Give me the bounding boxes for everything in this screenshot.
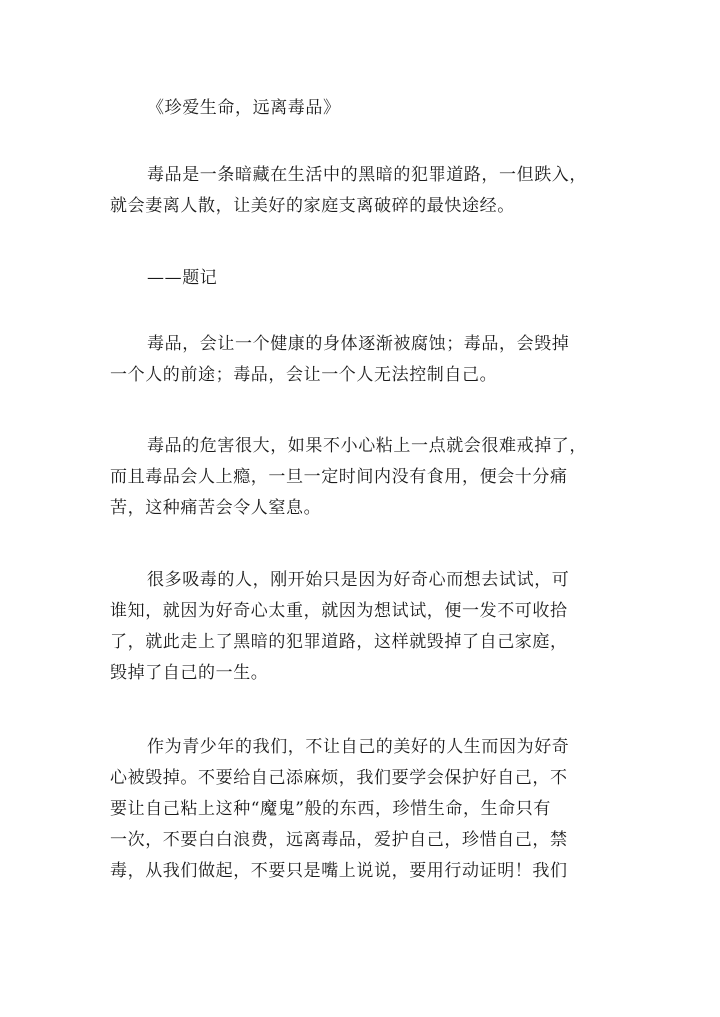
paragraph-intro [110,160,615,222]
paragraph-line: 一次，不要白白浪费，远离毒品，爱护自己，珍惜自己，禁 [110,830,568,850]
paragraph-line: 毒，从我们做起，不要只是嘴上说说，要用行动证明！我们 [110,861,568,881]
paragraph-line: 很多吸毒的人，刚开始只是因为好奇心而想去试试，可 [147,570,570,590]
paragraph-line: 了，就此走上了黑暗的犯罪道路，这样就毁掉了自己家庭， [110,632,568,652]
paragraph-line: 谁知，就因为好奇心太重，就因为想试试，便一发不可收拾 [110,601,568,621]
document-title: 《珍爱生命，远离毒品》 [147,98,341,118]
paragraph-line: 而且毒品会人上瘾，一旦一定时间内没有食用，便会十分痛 [110,467,568,487]
paragraph-harm-overview [110,329,615,391]
paragraph-curiosity [110,565,615,689]
paragraph-line: 就会妻离人散，让美好的家庭支离破碎的最快途经。 [110,196,515,216]
paragraph-line: 心被毁掉。不要给自己添麻烦，我们要学会保护好自己，不 [110,768,568,788]
document-title-block [110,93,615,124]
epigraph-signature: ——题记 [147,268,218,288]
paragraph-line: 毒品是一条暗藏在生活中的黑暗的犯罪道路，一但跌入， [147,165,587,185]
paragraph-epigraph [110,263,615,294]
paragraph-line: 作为青少年的我们，不让自己的美好的人生而因为好奇 [147,737,570,757]
paragraph-line: 一个人的前途；毒品，会让一个人无法控制自己。 [110,365,498,385]
paragraph-line: 毒品的危害很大，如果不小心粘上一点就会很难戒掉了， [147,436,587,456]
paragraph-youth-call [110,732,615,887]
paragraph-line: 苦，这种痛苦会令人窒息。 [110,498,322,518]
paragraph-line: 毁掉了自己的一生。 [110,663,269,683]
paragraph-line: 要让自己粘上这种“魔鬼”般的东西，珍惜生命，生命只有 [110,799,551,819]
paragraph-line: 毒品，会让一个健康的身体逐渐被腐蚀；毒品，会毁掉 [147,334,570,354]
paragraph-addiction [110,431,615,524]
